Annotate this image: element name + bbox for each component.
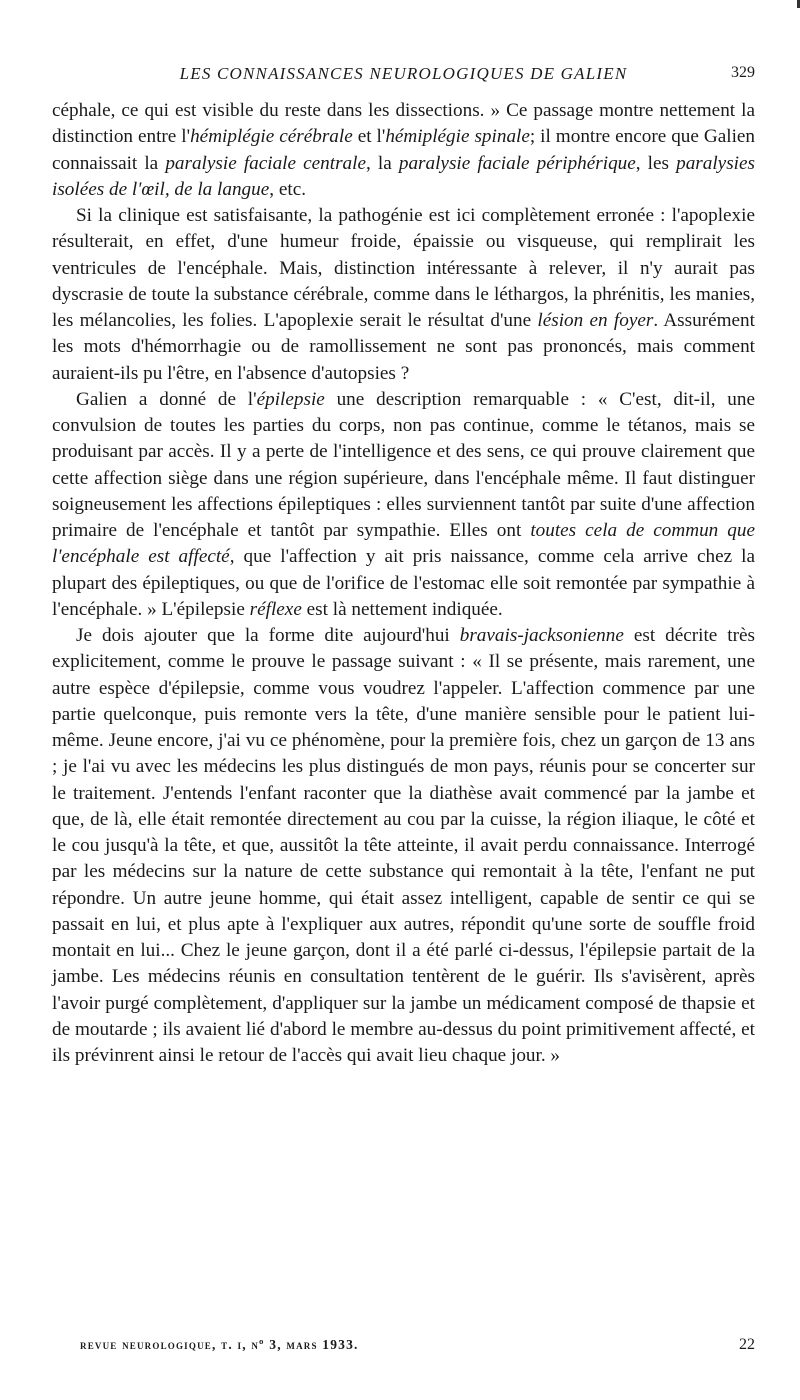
sheet-number: 22 bbox=[739, 1336, 755, 1353]
italic-term: paralysie faciale périphérique bbox=[398, 152, 636, 174]
text-run: . Assurément les mots d'hémorrhagie ou de ramollissement ne sont pas prononcés, mais comment auraient-ils pu l'être, en l'absence d'autopsies ? bbox=[52, 310, 755, 384]
text-run: ; il montre encore que Galien connaissait la bbox=[52, 126, 756, 174]
page-number: 329 bbox=[731, 64, 755, 81]
text-run: est décrite très explicitement, comme le prouve le passage suivant : « Il se présente, mais rarement, une autre espèce d'épilepsie, comme vous voudrez l'appeler. L'affection commence par une partie quelconque, puis remonte vers la tête, d'une manière sensible pour le patient lui-même. Jeune encore, j'ai vu ce phénomène, pour la première fois, chez un garçon de 13 ans ; je l'ai vu avec les médecins les plus distingués de mon pays, réunis pour se concerter sur le traitement. J'entends l'enfant raconter que la diathèse avait commencé par la jambe et que, de là, elle était remontée directement au cou par la cuisse, la région iliaque, le côté et le cou jusqu'à la tête, et que, aussitôt la tête atteinte, il avait perdu connaissance. Interrogé par les médecins sur la nature de cette substance qui remontait à la tête, l'enfant ne put répondre. Un autre jeune homme, qui était assez intelligent, capable de sentir ce qui se passait en lui, et plus apte à l'expliquer aux autres, répondit qu'une sorte de souffle froid montait en lui... Chez le jeune garçon, dont il a été parlé ci-dessus, l'épilepsie partait de la jambe. Les médecins réunis en consultation tentèrent de le guérir. Ils s'avisèrent, après l'avoir purgé complètement, d'appliquer sur la jambe un médicament composé de thapsie et de moutarde ; ils avaient lié d'abord le membre au-dessus du point primitivement affecté, et ils prévinrent ainsi le retour de l'accès qui avait lieu chaque jour. » bbox=[52, 625, 756, 1066]
italic-term: bravais-jacksonienne bbox=[459, 625, 624, 646]
running-head: LES CONNAISSANCES NEUROLOGIQUES DE GALIEN bbox=[179, 64, 628, 83]
text-run: Galien a donné de l' bbox=[76, 388, 257, 410]
text-run: et l' bbox=[352, 126, 386, 148]
text-run: Je dois ajouter que la forme dite aujourd'hui bbox=[76, 625, 460, 646]
volume-info: , t. i, nº 3, mars 1933. bbox=[212, 1337, 359, 1352]
italic-term: hémiplégie spinale bbox=[385, 126, 530, 148]
italic-term: réflexe bbox=[249, 598, 302, 620]
paragraph-3 bbox=[52, 387, 755, 623]
text-run: Si la clinique est satisfaisante, la pathogénie est ici complètement erronée : l'apoplexie résulterait, en effet, d'une humeur froide, épaissie ou visqueuse, qui remplirait les ventricules de l'encéphale. Mais, distinction intéressante à relever, il n'y aurait pas dyscrasie de toute la substance cérébrale, comme dans le léthargos, la phrénitis, les manies, les mélancolies, les folies. L'apoplexie serait le résultat d'une bbox=[52, 205, 755, 331]
text-run: , les bbox=[635, 152, 677, 174]
text-run: , la bbox=[366, 152, 399, 174]
journal-reference bbox=[80, 1337, 359, 1352]
body-text bbox=[52, 98, 755, 1069]
text-run: céphale, ce qui est visible du reste dans les dissections. » Ce passage montre nettement la distinction entre l' bbox=[52, 100, 755, 148]
italic-term: paralysies isolées de l'œil, de la langue bbox=[52, 152, 755, 200]
italic-term: toutes cela de commun que l'encéphale est affecté bbox=[52, 520, 755, 568]
italic-term: épilepsie bbox=[256, 388, 325, 410]
italic-term: paralysie faciale centrale bbox=[165, 152, 366, 174]
paragraph-1 bbox=[52, 98, 755, 203]
paragraph-4 bbox=[52, 623, 755, 1069]
text-run: une description remarquable : « C'est, dit-il, une convulsion de toutes les parties du corps, non pas continue, comme le tétanos, mais se produisant par accès. Il y a perte de l'intelligence et des sens, ce qui prouve clairement que cette affection siège dans une région supérieure, dans l'encéphale même. Il faut distinguer soigneusement les affections épileptiques : elles surviennent tantôt par suite d'une affection primaire de l'encéphale et tantôt par sympathie. Elles ont bbox=[52, 388, 755, 541]
paragraph-2 bbox=[52, 203, 755, 387]
italic-term: lésion en foyer bbox=[537, 310, 654, 331]
text-run: , etc. bbox=[269, 178, 307, 200]
page-footer bbox=[80, 1336, 755, 1354]
journal-name: revue neurologique bbox=[80, 1337, 212, 1352]
text-run: est là nettement indiquée. bbox=[301, 598, 503, 620]
text-run: , que l'affection y ait pris naissance, comme cela arrive chez la plupart des épileptiques, ou que de l'orifice de l'estomac elle soit remontée par sympathie à l'encéphale. » L'épilepsie bbox=[52, 546, 755, 620]
italic-term: hémiplégie cérébrale bbox=[190, 126, 353, 148]
